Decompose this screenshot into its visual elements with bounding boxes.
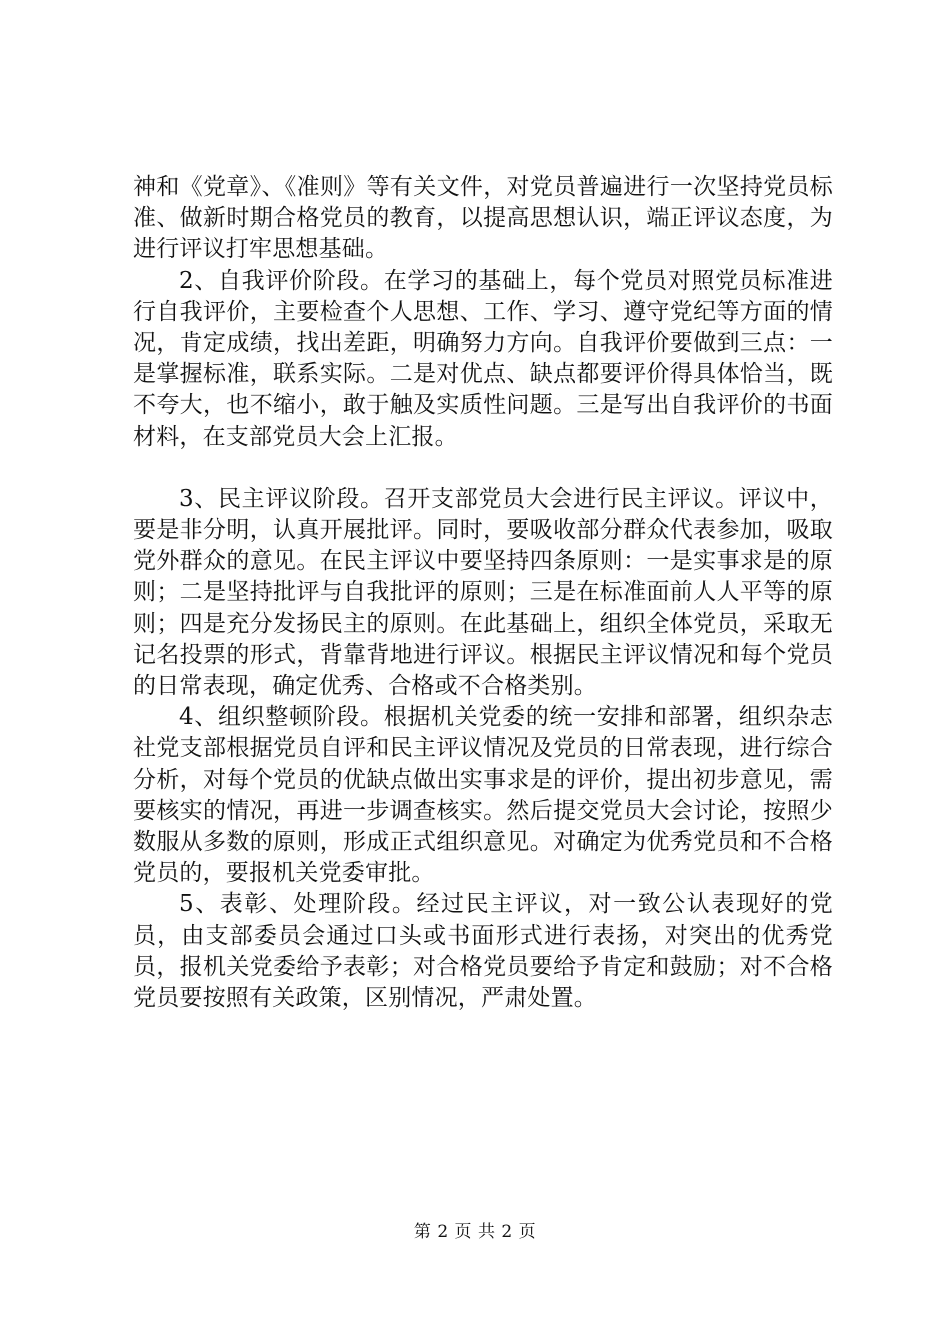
page-number-footer: 第 2 页 共 2 页 — [413, 1222, 537, 1242]
document-body — [133, 172, 833, 1014]
paragraph-democratic-review: 3、民主评议阶段。召开支部党员大会进行民主评议。评议中，要是非分明，认真开展批评。同时，要吸收部分群众代表参加，吸取党外群众的意见。在民主评议中要坚持四条原则：一是实事求是的原则；二是坚持批评与自我批评的原则；三是在标准面前人人平等的原则；四是充分发扬民主的原则。在此基础上，组织全体党员，采取无记名投票的形式，背靠背地进行评议。根据民主评议情况和每个党员的日常表现，确定优秀、合格或不合格类别。 — [133, 485, 833, 700]
paragraph-self-evaluation: 2、自我评价阶段。在学习的基础上，每个党员对照党员标准进行自我评价，主要检查个人思想、工作、学习、遵守党纪等方面的情况，肯定成绩，找出差距，明确努力方向。自我评价要做到三点：一是掌握标准，联系实际。二是对优点、缺点都要评价得具体恰当，既不夸大，也不缩小，敢于触及实质性问题。三是写出自我评价的书面材料，在支部党员大会上汇报。 — [133, 267, 833, 450]
paragraph-gap — [133, 453, 833, 484]
paragraph-commendation: 5、表彰、处理阶段。经过民主评议，对一致公认表现好的党员，由支部委员会通过口头或书面形式进行表扬，对突出的优秀党员，报机关党委给予表彰；对合格党员要给予肯定和鼓励；对不合格党员要按照有关政策，区别情况，严肃处置。 — [133, 891, 833, 1012]
paragraph-continuation: 神和《党章》、《准则》等有关文件，对党员普遍进行一次坚持党员标准、做新时期合格党员的教育，以提高思想认识，端正评议态度，为进行评议打牢思想基础。 — [133, 174, 833, 263]
paragraph-organization-rectification: 4、组织整顿阶段。根据机关党委的统一安排和部署，组织杂志社党支部根据党员自评和民主评议情况及党员的日常表现，进行综合分析，对每个党员的优缺点做出实事求是的评价，提出初步意见，需要核实的情况，再进一步调查核实。然后提交党员大会讨论，按照少数服从多数的原则，形成正式组织意见。对确定为优秀党员和不合格党员的，要报机关党委审批。 — [133, 704, 833, 887]
